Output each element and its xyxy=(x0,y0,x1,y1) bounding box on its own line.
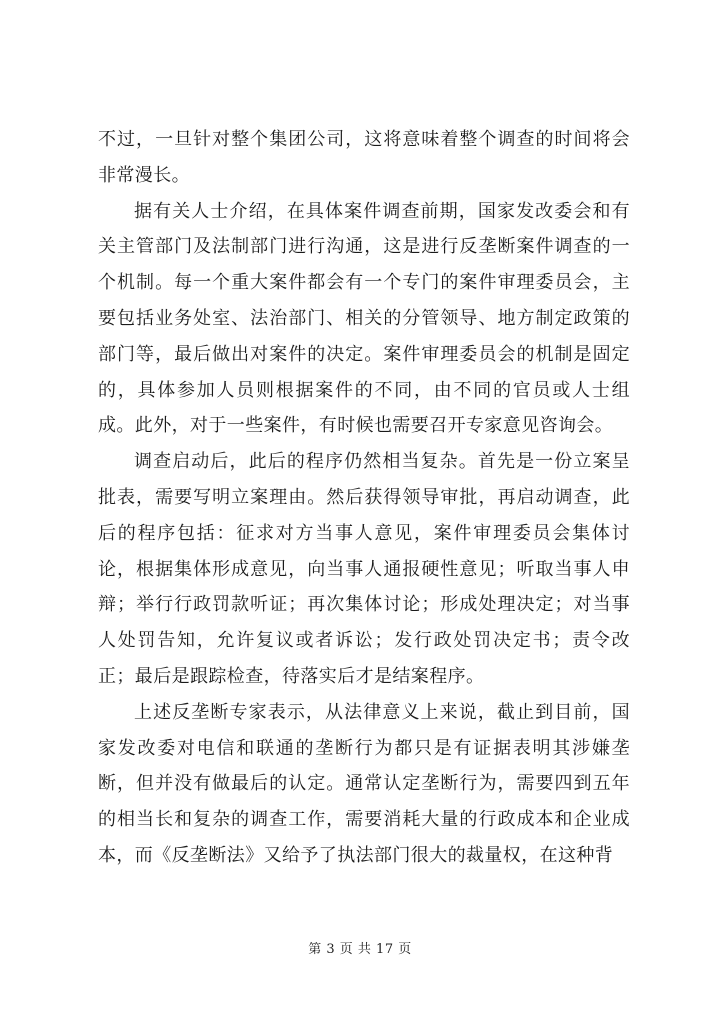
paragraph-continuation: 不过，一旦针对整个集团公司，这将意味着整个调查的时间将会非常漫长。 xyxy=(98,129,630,186)
paragraph-investigation-mechanism: 据有关人士介绍，在具体案件调查前期，国家发改委会和有关主管部门及法制部门进行沟通，这是进行反垄断案件调查的一个机制。每一个重大案件都会有一个专门的案件审理委员会，主要包括业务处室、法治部门、相关的分管领导、地方制定政策的部门等，最后做出对案件的决定。案件审理委员会的机制是固定的，具体参加人员则根据案件的不同，由不同的官员或人士组成。此外，对于一些案件，有时候也需要召开专家意见咨询会。 xyxy=(98,200,630,437)
paragraph-expert-opinion: 上述反垄断专家表示，从法律意义上来说，截止到目前，国家发改委对电信和联通的垄断行为都只是有证据表明其涉嫌垄断，但并没有做最后的认定。通常认定垄断行为，需要四到五年的相当长和复杂的调查工作，需要消耗大量的行政成本和企业成本，而《反垄断法》又给予了执法部门很大的裁量权，在这种背 xyxy=(98,701,630,866)
paragraph-investigation-procedure: 调查启动后，此后的程序仍然相当复杂。首先是一份立案呈批表，需要写明立案理由。然后获得领导审批，再启动调查，此后的程序包括：征求对方当事人意见，案件审理委员会集体讨论，根据集体形成意见，向当事人通报硬性意见；听取当事人申辩；举行行政罚款听证；再次集体讨论；形成处理决定；对当事人处罚告知，允许复议或者诉讼；发行政处罚决定书；责令改正；最后是跟踪检查，待落实后才是结案程序。 xyxy=(98,451,630,687)
page-number-footer: 第 3 页 共 17 页 xyxy=(308,942,412,957)
document-body xyxy=(98,122,630,874)
